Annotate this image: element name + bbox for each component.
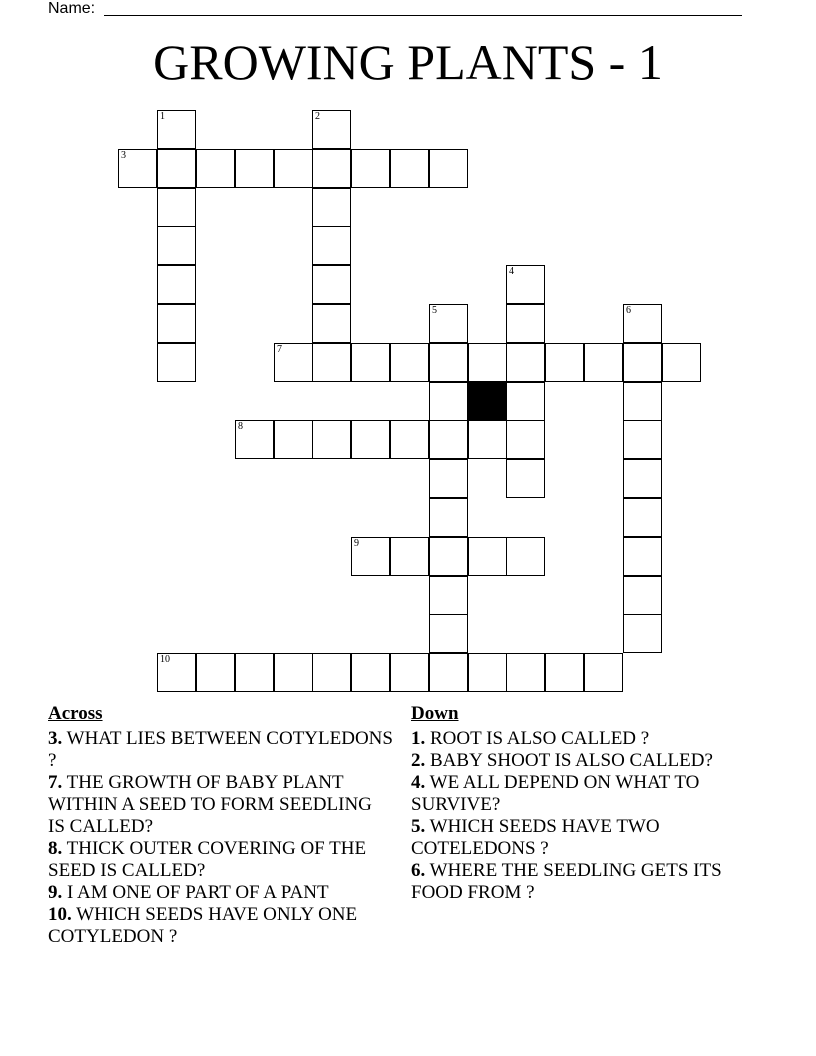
crossword-cell[interactable]	[623, 304, 662, 343]
clue-number: 10	[160, 654, 170, 665]
name-label: Name:	[48, 0, 96, 17]
crossword-cell[interactable]	[157, 343, 196, 382]
clue-num: 2.	[411, 750, 426, 771]
crossword-cell[interactable]	[506, 537, 545, 576]
crossword-cell[interactable]	[506, 653, 545, 692]
crossword-cell[interactable]	[468, 653, 507, 692]
crossword-cell[interactable]	[584, 343, 623, 382]
across-clue	[48, 882, 393, 904]
crossword-cell[interactable]	[429, 498, 468, 537]
crossword-cell[interactable]	[351, 537, 390, 576]
clue-num: 9.	[48, 882, 63, 903]
clue-num: 7.	[48, 772, 63, 793]
clue-num: 3.	[48, 728, 63, 749]
crossword-cell[interactable]	[312, 226, 351, 265]
crossword-cell[interactable]	[157, 304, 196, 343]
down-heading: Down	[411, 703, 459, 724]
crossword-cell[interactable]	[623, 537, 662, 576]
crossword-cell[interactable]	[506, 382, 545, 421]
across-heading: Across	[48, 703, 103, 724]
crossword-cell[interactable]	[312, 343, 351, 382]
across-clues	[48, 703, 393, 948]
clue-num: 6.	[411, 860, 426, 881]
across-clue	[48, 904, 393, 948]
crossword-cell[interactable]	[545, 343, 584, 382]
crossword-cell[interactable]	[235, 149, 274, 188]
crossword-cell[interactable]	[623, 459, 662, 498]
crossword-cell[interactable]	[390, 537, 429, 576]
crossword-cell[interactable]	[157, 653, 196, 692]
clue-text: WHICH SEEDS HAVE TWO COTELEDONS ?	[411, 816, 660, 859]
clue-num: 10.	[48, 904, 72, 925]
crossword-block	[468, 382, 507, 421]
crossword-cell[interactable]	[312, 265, 351, 304]
crossword-cell[interactable]	[312, 188, 351, 227]
crossword-cell[interactable]	[584, 653, 623, 692]
crossword-cell[interactable]	[274, 343, 313, 382]
crossword-cell[interactable]	[312, 110, 351, 149]
clue-number: 8	[238, 421, 243, 432]
crossword-cell[interactable]	[312, 149, 351, 188]
crossword-cell[interactable]	[351, 343, 390, 382]
crossword-cell[interactable]	[274, 653, 313, 692]
down-clue	[411, 728, 751, 750]
clue-number: 9	[354, 538, 359, 549]
clue-text: WHERE THE SEEDLING GETS ITS FOOD FROM ?	[411, 860, 722, 903]
crossword-cell[interactable]	[390, 343, 429, 382]
crossword-cell[interactable]	[429, 614, 468, 653]
crossword-cell[interactable]	[623, 576, 662, 615]
clue-num: 1.	[411, 728, 426, 749]
crossword-cell[interactable]	[118, 149, 157, 188]
crossword-cell[interactable]	[506, 459, 545, 498]
crossword-cell[interactable]	[157, 149, 196, 188]
clue-text: I AM ONE OF PART OF A PANT	[62, 882, 329, 903]
crossword-cell[interactable]	[429, 537, 468, 576]
crossword-cell[interactable]	[506, 420, 545, 459]
clue-number: 6	[626, 305, 631, 316]
across-clue-list	[48, 728, 393, 948]
crossword-cell[interactable]	[506, 343, 545, 382]
crossword-cell[interactable]	[157, 226, 196, 265]
clue-text: THICK OUTER COVERING OF THE SEED IS CALLED?	[48, 838, 367, 881]
crossword-cell[interactable]	[468, 343, 507, 382]
crossword-cell[interactable]	[157, 188, 196, 227]
crossword-cell[interactable]	[506, 304, 545, 343]
crossword-cell[interactable]	[157, 265, 196, 304]
clue-number: 4	[509, 266, 514, 277]
crossword-cell[interactable]	[157, 110, 196, 149]
across-clue	[48, 772, 393, 838]
crossword-cell[interactable]	[429, 343, 468, 382]
clue-num: 4.	[411, 772, 426, 793]
crossword-cell[interactable]	[545, 653, 584, 692]
crossword-cell[interactable]	[235, 653, 274, 692]
crossword-cell[interactable]	[429, 382, 468, 421]
crossword-cell[interactable]	[274, 149, 313, 188]
crossword-cell[interactable]	[235, 420, 274, 459]
down-clue-list	[411, 728, 751, 904]
clue-text: WHAT LIES BETWEEN COTYLEDONS ?	[48, 728, 393, 771]
crossword-cell[interactable]	[312, 653, 351, 692]
crossword-cell[interactable]	[274, 420, 313, 459]
clue-text: WE ALL DEPEND ON WHAT TO SURVIVE?	[411, 772, 700, 815]
clue-number: 1	[160, 111, 165, 122]
across-clue	[48, 838, 393, 882]
crossword-cell[interactable]	[390, 420, 429, 459]
clue-num: 5.	[411, 816, 426, 837]
crossword-cell[interactable]	[429, 576, 468, 615]
clue-text: BABY SHOOT IS ALSO CALLED?	[425, 750, 713, 771]
crossword-cell[interactable]	[623, 498, 662, 537]
down-clue	[411, 772, 751, 816]
down-clues	[411, 703, 751, 904]
page-title: GROWING PLANTS - 1	[153, 34, 663, 90]
crossword-cell[interactable]	[662, 343, 701, 382]
crossword-cell[interactable]	[429, 149, 468, 188]
crossword-cell[interactable]	[468, 420, 507, 459]
crossword-cell[interactable]	[429, 420, 468, 459]
crossword-cell[interactable]	[429, 304, 468, 343]
crossword-cell[interactable]	[429, 459, 468, 498]
clue-text: ROOT IS ALSO CALLED ?	[425, 728, 650, 749]
crossword-cell[interactable]	[429, 653, 468, 692]
crossword-cell[interactable]	[623, 420, 662, 459]
crossword-cell[interactable]	[623, 343, 662, 382]
clue-number: 7	[277, 344, 282, 355]
clue-number: 2	[315, 111, 320, 122]
crossword-cell[interactable]	[196, 149, 235, 188]
crossword-cell[interactable]	[196, 653, 235, 692]
crossword-cell[interactable]	[312, 420, 351, 459]
crossword-cell[interactable]	[623, 614, 662, 653]
clue-number: 5	[432, 305, 437, 316]
clue-number: 3	[121, 150, 126, 161]
crossword-cell[interactable]	[468, 537, 507, 576]
crossword-cell[interactable]	[312, 304, 351, 343]
down-clue	[411, 816, 751, 860]
crossword-cell[interactable]	[623, 382, 662, 421]
down-clue	[411, 860, 751, 904]
crossword-cell[interactable]	[351, 420, 390, 459]
crossword-cell[interactable]	[390, 653, 429, 692]
down-clue	[411, 750, 751, 772]
across-clue	[48, 728, 393, 772]
crossword-cell[interactable]	[506, 265, 545, 304]
clue-text: WHICH SEEDS HAVE ONLY ONE COTYLEDON ?	[48, 904, 358, 947]
crossword-cell[interactable]	[351, 653, 390, 692]
crossword-cell[interactable]	[351, 149, 390, 188]
clue-text: THE GROWTH OF BABY PLANT WITHIN A SEED TO FORM SEEDLING IS CALLED?	[48, 772, 372, 837]
crossword-cell[interactable]	[390, 149, 429, 188]
clue-num: 8.	[48, 838, 63, 859]
